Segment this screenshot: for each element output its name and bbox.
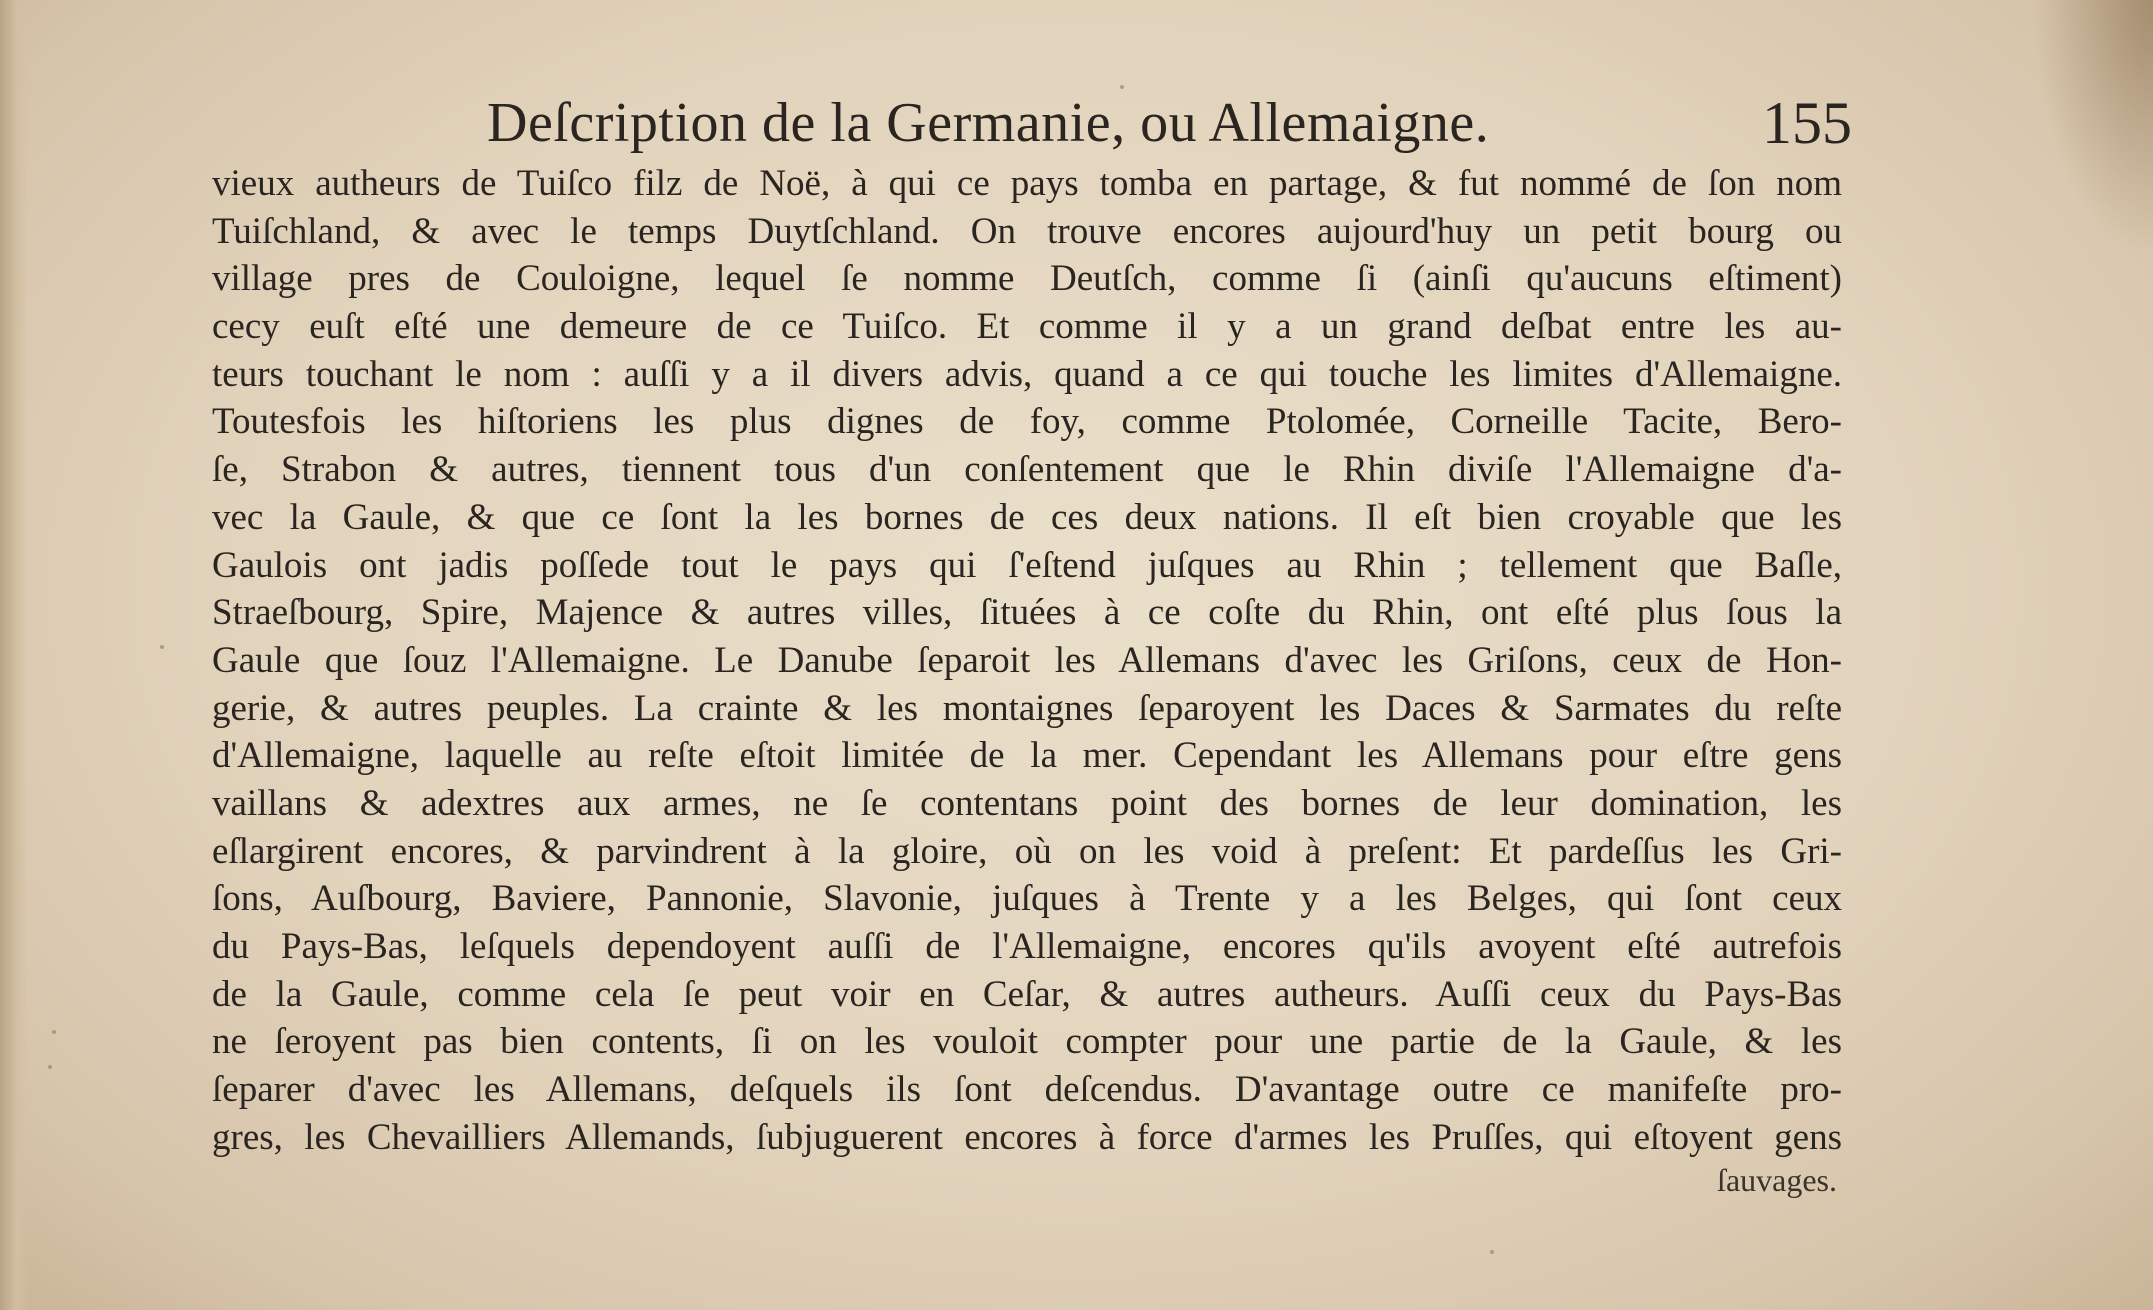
- paper-speck: [1490, 1250, 1494, 1254]
- text-line: vec la Gaule, & que ce ſont la les bornes de ces deux nations. Il eſt bien croyable que les: [212, 496, 1842, 538]
- text-line: Toutesfois les hiſtoriens les plus dignes de foy, comme Ptolomée, Corneille Tacite, Bero-: [212, 401, 1842, 443]
- text-line: ſons, Auſbourg, Baviere, Pannonie, Slavonie, juſques à Trente y a les Belges, qui ſont ceux: [212, 878, 1842, 920]
- text-line: Gaulois ont jadis poſſede tout le pays qui ſ'eſtend juſques au Rhin ; tellement que Baſle,: [212, 544, 1842, 586]
- body-text: [212, 160, 1842, 1161]
- text-line: Straeſbourg, Spire, Majence & autres villes, ſituées à ce coſte du Rhin, ont eſté plus ſous la: [212, 592, 1842, 634]
- text-line: gres, les Chevailliers Allemands, ſubjuguerent encores à force d'armes les Pruſſes, qui eſtoyent gens: [212, 1116, 1842, 1158]
- paper-speck: [48, 1065, 52, 1069]
- running-title: Deſcription de la Germanie, ou Allemaigne.: [487, 92, 1490, 154]
- paper-speck: [160, 645, 164, 649]
- paper-speck: [1120, 85, 1124, 89]
- page-header: [212, 88, 1852, 158]
- text-line: vaillans & adextres aux armes, ne ſe contentans point des bornes de leur domination, les: [212, 782, 1842, 824]
- text-line: ne ſeroyent pas bien contents, ſi on les vouloit compter pour une partie de la Gaule, & les: [212, 1021, 1842, 1063]
- text-line: vieux autheurs de Tuiſco filz de Noë, à qui ce pays tomba en partage, & fut nommé de ſon nom: [212, 163, 1842, 204]
- text-line: Tuiſchland, & avec le temps Duytſchland. On trouve encores aujourd'huy un petit bourg ou: [212, 210, 1842, 252]
- text-line: village pres de Couloigne, lequel ſe nomme Deutſch, comme ſi (ainſi qu'aucuns eſtiment): [212, 258, 1842, 300]
- text-line: du Pays-Bas, leſquels dependoyent auſſi de l'Allemaigne, encores qu'ils avoyent eſté autrefois: [212, 926, 1842, 967]
- page-left-edge-shadow: [0, 0, 28, 1310]
- text-line: Gaule que ſouz l'Allemaigne. Le Danube ſeparoit les Allemans d'avec les Griſons, ceux de Hon-: [212, 639, 1842, 681]
- text-line: de la Gaule, comme cela ſe peut voir en Ceſar, & autres autheurs. Auſſi ceux du Pays-Bas: [212, 973, 1842, 1015]
- page-number: 155: [1762, 90, 1852, 156]
- text-line: gerie, & autres peuples. La crainte & les montaignes ſeparoyent les Daces & Sarmates du reſte: [212, 687, 1842, 729]
- text-line: ſe, Strabon & autres, tiennent tous d'un conſentement que le Rhin diviſe l'Allemaigne d'a-: [212, 449, 1842, 491]
- text-line: teurs touchant le nom : auſſi y a il divers advis, quand a ce qui touche les limites d'Allemaigne.: [212, 353, 1842, 395]
- text-line: d'Allemaigne, laquelle au reſte eſtoit limitée de la mer. Cependant les Allemans pour eſtre gens: [212, 735, 1842, 777]
- catchword: ſauvages.: [1717, 1162, 1837, 1198]
- page-corner-stain: [2033, 0, 2153, 260]
- text-line: eſlargirent encores, & parvindrent à la gloire, où on les void à preſent: Et pardeſſus les Gri-: [212, 830, 1842, 872]
- paper-speck: [52, 1030, 56, 1034]
- text-line: ſeparer d'avec les Allemans, deſquels ils ſont deſcendus. D'avantage outre ce manifeſte pro-: [212, 1069, 1842, 1111]
- text-line: cecy euſt eſté une demeure de ce Tuiſco. Et comme il y a un grand deſbat entre les au-: [212, 306, 1842, 348]
